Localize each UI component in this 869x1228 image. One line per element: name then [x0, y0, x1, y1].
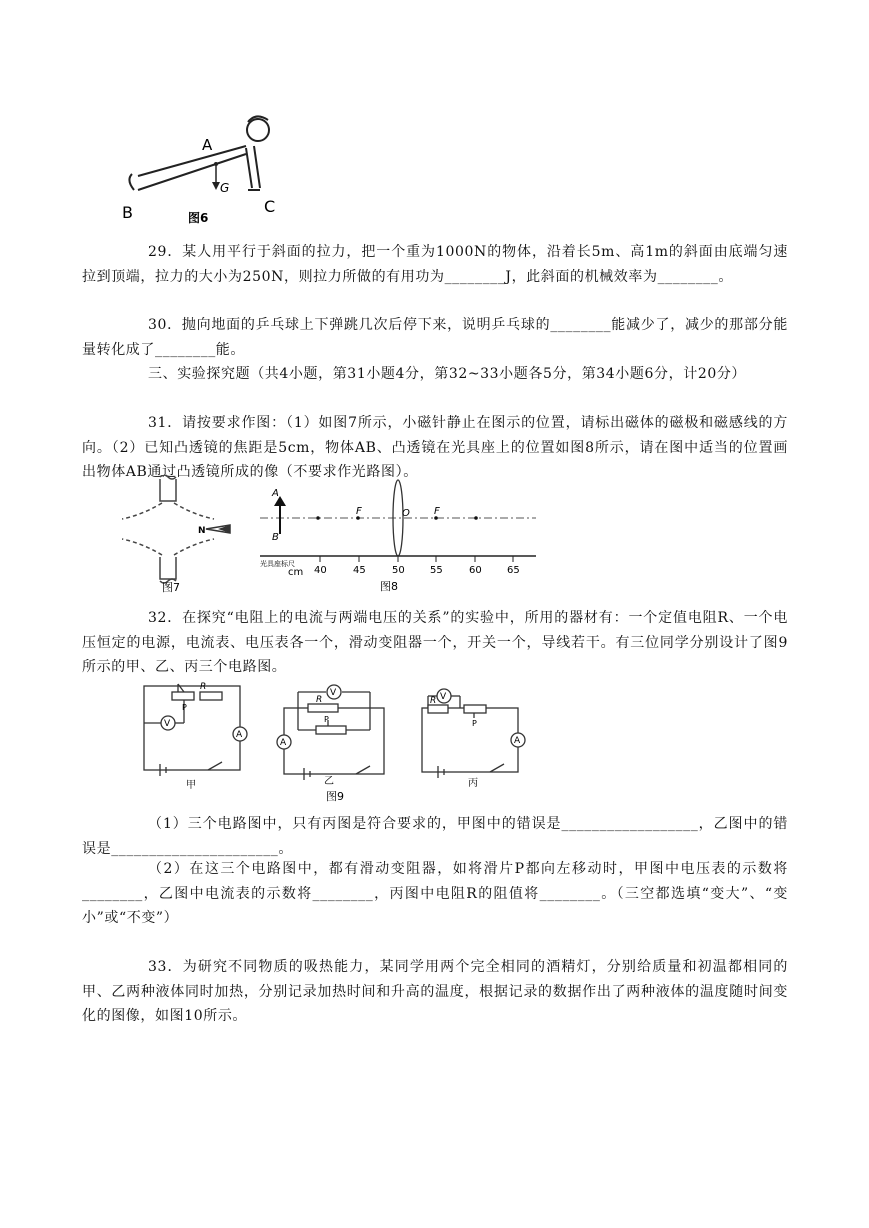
question-32-part-2: （2）在这三个电路图中，都有滑动变阻器，如将滑片P都向左移动时，甲图中电压表的示数将________，乙图中电流表的示数将________，丙图中电阻R的阻值将________。（三空都选填“变大”、“变小”或“不变”）: [82, 861, 788, 926]
fig8-label-f1: F: [356, 506, 362, 517]
fig9-bing-ammeter: A: [514, 736, 521, 746]
fig9-bing-r: R: [430, 696, 437, 706]
section-3-heading: 三、实验探究题（共4小题，第31小题4分，第32~33小题各5分，第34小题6分，计20分）: [148, 366, 747, 382]
question-30: 30．抛向地面的乒乓球上下弹跳几次后停下来，说明乒乓球的________能减少了，减少的那部分能量转化成了________能。: [82, 317, 788, 358]
fig8-label-b: B: [272, 532, 279, 543]
fig6-label-g: G: [220, 181, 230, 195]
figure-7: [122, 475, 242, 595]
question-31: 31．请按要求作图：（1）如图7所示，小磁针静止在图示的位置，请标出磁体的磁极和磁感线的方向。（2）已知凸透镜的焦距是5cm，物体AB、凸透镜在光具座上的位置如图8所示，请在图中适当的位置画出物体AB通过凸透镜所成的像（不要求作光路图）。: [82, 415, 788, 480]
fig9-caption: 图9: [326, 790, 344, 803]
fig9-jia-r: R: [200, 682, 207, 692]
fig8-label-a: A: [272, 488, 279, 499]
fig8-tick-50: 50: [392, 565, 405, 576]
fig8-tick-55: 55: [430, 565, 443, 576]
fig9-jia-voltmeter: V: [164, 719, 171, 729]
fig9-yi-label: 乙: [324, 776, 334, 787]
question-32: 32．在探究“电阻上的电流与两端电压的关系”的实验中，所用的器材有：一个定值电阻R、一个电压恒定的电源，电流表、电压表各一个，滑动变阻器一个，开关一个，导线若干。有三位同学分别设计了图9所示的甲、乙、丙三个电路图。: [82, 610, 788, 675]
fig6-label-a: A: [202, 136, 213, 154]
question-32-part-1: （1）三个电路图中，只有丙图是符合要求的，甲图中的错误是__________________，乙图中的错误是______________________。: [82, 816, 788, 857]
fig9-jia-ammeter: A: [236, 730, 243, 740]
figure-9: [138, 678, 538, 804]
figure-8: [258, 478, 540, 594]
fig9-bing-slider: P: [472, 719, 477, 728]
fig8-caption: 图8: [380, 580, 398, 593]
fig9-yi-r: R: [316, 695, 323, 705]
fig8-tick-45: 45: [353, 565, 366, 576]
question-33: 33．为研究不同物质的吸热能力，某同学用两个完全相同的酒精灯，分别给质量和初温都相同的甲、乙两种液体同时加热，分别记录加热时间和升高的温度，根据记录的数据作出了两种液体的温度随时间变化的图像，如图10所示。: [82, 959, 788, 1024]
fig8-tick-65: 65: [507, 565, 520, 576]
fig6-label-c: C: [264, 197, 276, 216]
fig7-needle-label: N: [198, 526, 206, 536]
fig9-yi-ammeter: A: [280, 738, 287, 748]
fig8-label-o: O: [402, 508, 410, 519]
fig9-bing-voltmeter: V: [440, 692, 447, 702]
question-29: 29．某人用平行于斜面的拉力，把一个重为1000N的物体，沿着长5m、高1m的斜面由底端匀速拉到顶端，拉力的大小为250N，则拉力所做的有用功为________J，此斜面的机械效率为________。: [82, 244, 788, 285]
fig9-yi-voltmeter: V: [330, 688, 337, 698]
fig8-label-f2: F: [434, 506, 440, 517]
figure-6: [118, 108, 288, 228]
fig9-jia-slider: P: [182, 703, 187, 712]
fig8-tick-40: 40: [314, 565, 327, 576]
fig8-ruler-title: 光具座标尺: [260, 560, 295, 568]
fig6-caption: 图6: [188, 211, 209, 225]
fig6-label-b: B: [122, 203, 133, 222]
fig8-unit: cm: [288, 567, 304, 578]
fig9-bing-label: 丙: [468, 778, 478, 789]
fig9-yi-slider: P: [324, 715, 329, 724]
fig8-tick-60: 60: [469, 565, 482, 576]
fig9-jia-label: 甲: [186, 780, 196, 791]
fig7-caption: 图7: [162, 581, 180, 594]
